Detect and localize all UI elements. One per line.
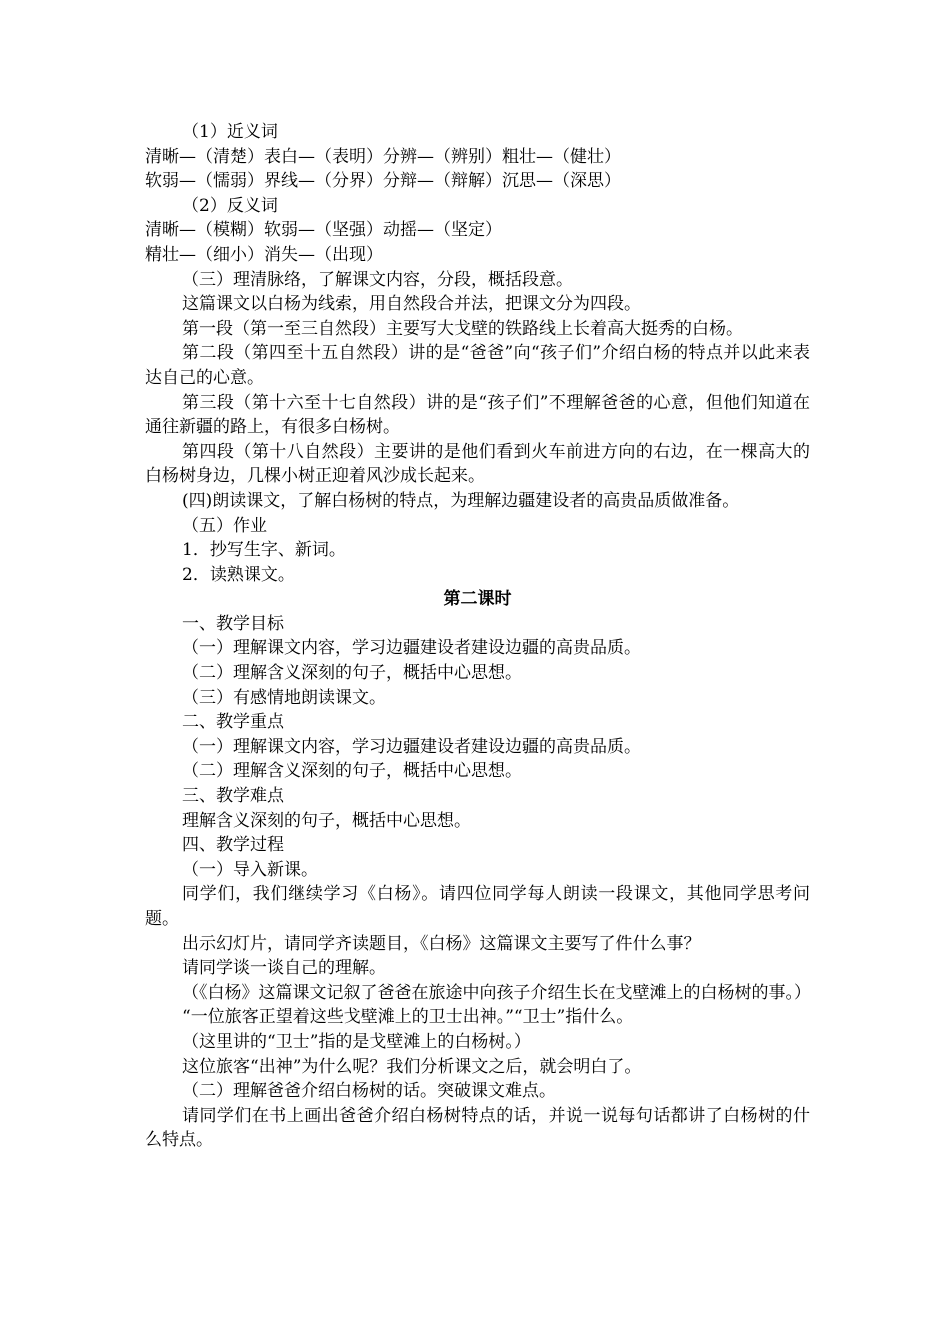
paragraph: 同学们，我们继续学习《白杨》。请四位同学每人朗读一段课文，其他同学思考问题。 (145, 884, 810, 929)
paragraph: 请同学们在书上画出爸爸介绍白杨树特点的话，并说一说每句话都讲了白杨树的什么特点。 (145, 1105, 810, 1151)
section-five-heading: （五）作业 (182, 515, 267, 536)
antonyms-line-2: 精壮—（细小）消失—（出现） (145, 244, 383, 265)
difficulties-heading: 三、教学难点 (182, 786, 284, 807)
list-item: （三）有感情地朗读课文。 (182, 687, 386, 708)
paragraph: 第一段（第一至三自然段）主要写大戈壁的铁路线上长着高大挺秀的白杨。 (182, 318, 743, 339)
antonyms-line-1: 清晰—（模糊）软弱—（坚强）动摇—（坚定） (145, 220, 502, 241)
paragraph: 这篇课文以白杨为线索，用自然段合并法，把课文分为四段。 (182, 294, 641, 315)
paragraph: 请同学谈一谈自己的理解。 (182, 958, 386, 979)
paragraph: 第三段（第十六至十七自然段）讲的是“孩子们”不理解爸爸的心意，但他们知道在通往新疆的路上，有很多白杨树。 (145, 392, 810, 438)
process-heading: 四、教学过程 (182, 835, 284, 856)
section-three-heading: （三）理清脉络，了解课文内容，分段，概括段意。 (182, 269, 573, 290)
objectives-heading: 一、教学目标 (182, 613, 284, 634)
key-points-heading: 二、教学重点 (182, 712, 284, 733)
paragraph: （这里讲的“卫士”指的是戈壁滩上的白杨树。） (182, 1031, 531, 1052)
paragraph: 第四段（第十八自然段）主要讲的是他们看到火车前进方向的右边，在一棵高大的白杨树身边，几棵小树正迎着风沙成长起来。 (145, 441, 810, 487)
paragraph: “一位旅客正望着这些戈壁滩上的卫士出神。”“卫士”指什么。 (182, 1007, 634, 1028)
paragraph: 这位旅客“出神”为什么呢？我们分析课文之后，就会明白了。 (182, 1056, 642, 1077)
paragraph: 出示幻灯片，请同学齐读题目，《白杨》这篇课文主要写了件什么事？ (182, 933, 701, 954)
list-item: （二）理解含义深刻的句子，概括中心思想。 (182, 663, 522, 684)
synonyms-heading: （1）近义词 (182, 122, 278, 142)
synonyms-line-2: 软弱—（懦弱）界线—（分界）分辩—（辩解）沉思—（深思） (145, 171, 621, 192)
list-item: （二）理解爸爸介绍白杨树的话。突破课文难点。 (182, 1081, 556, 1102)
list-item: （二）理解含义深刻的句子，概括中心思想。 (182, 761, 522, 782)
section-four-heading: (四)朗读课文，了解白杨树的特点，为理解边疆建设者的高贵品质做准备。 (182, 490, 740, 511)
synonyms-line-1: 清晰—（清楚）表白—（表明）分辨—（辨别）粗壮—（健壮） (145, 146, 621, 167)
list-item: （一）理解课文内容，学习边疆建设者建设边疆的高贵品质。 (182, 638, 641, 659)
lesson-title: 第二课时 (443, 589, 512, 610)
list-item: （一）理解课文内容，学习边疆建设者建设边疆的高贵品质。 (182, 736, 641, 757)
paragraph: （《白杨》这篇课文记叙了爸爸在旅途中向孩子介绍生长在戈壁滩上的白杨树的事。） (182, 982, 811, 1003)
homework-item: 1．抄写生字、新词。 (182, 540, 346, 561)
antonyms-heading: （2）反义词 (182, 195, 278, 216)
paragraph: 理解含义深刻的句子，概括中心思想。 (182, 810, 471, 831)
paragraph: 第二段（第四至十五自然段）讲的是“爸爸”向“孩子们”介绍白杨的特点并以此来表达自己的心意。 (145, 343, 810, 388)
document-page (145, 120, 810, 1153)
homework-item: 2．读熟课文。 (182, 564, 295, 585)
list-item: （一）导入新课。 (182, 859, 318, 880)
